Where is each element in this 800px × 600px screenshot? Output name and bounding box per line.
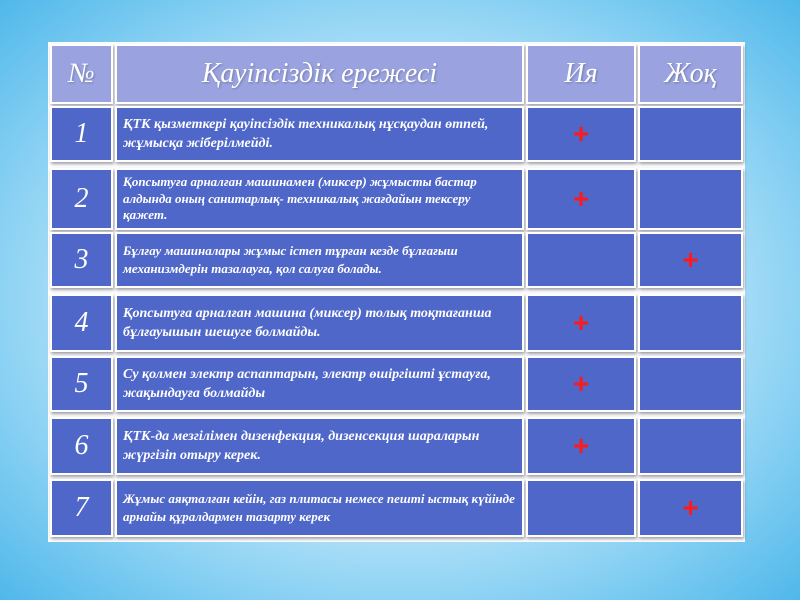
row-3-no-mark: + [682, 244, 699, 275]
header-no: Жоқ [638, 44, 743, 104]
safety-rules-table [48, 42, 745, 542]
row-7-yes-cell[interactable] [526, 479, 636, 537]
header-number: № [50, 44, 113, 104]
row-6-rule: ҚТК-да мезгілімен дизенфекция, дизенсекция шараларын жүргізіп отыру керек. [115, 417, 524, 475]
row-4-yes-mark: + [572, 307, 590, 338]
row-4-number: 4 [50, 294, 113, 352]
row-5-rule: Су қолмен электр аспаптарын, электр өшіргішті ұстауға, жақындауға болмайды [115, 356, 524, 412]
row-1-no-cell[interactable] [638, 106, 743, 162]
row-7-number: 7 [50, 479, 113, 537]
row-3-no-cell[interactable] [638, 232, 743, 288]
row-1-rule: ҚТК қызметкері қауіпсіздік техникалық нұсқаудан өтпей, жұмысқа жіберілмейді. [115, 106, 524, 162]
row-2-yes-cell[interactable] [526, 168, 636, 230]
row-3-rule: Бұлғау машиналары жұмыс істеп тұрған кезде бұлғағыш механизмдерін тазалауға, қол салуға болады. [115, 232, 524, 288]
row-4-yes-cell[interactable] [526, 294, 636, 352]
row-5-number: 5 [50, 356, 113, 412]
row-6-no-cell[interactable] [638, 417, 743, 475]
row-5-yes-mark: + [572, 368, 590, 399]
row-6-yes-mark: + [572, 430, 590, 461]
row-7-rule: Жұмыс аяқталған кейін, газ плитасы немесе пешті ыстық күйінде арнайы құралдармен тазарту керек [115, 479, 524, 537]
row-1-number: 1 [50, 106, 113, 162]
row-4-rule: Қопсытуға арналған машина (миксер) толық тоқтағанша бұлғауышын шешуге болмайды. [115, 294, 524, 352]
row-1-yes-cell[interactable] [526, 106, 636, 162]
row-3-number: 3 [50, 232, 113, 288]
row-7-no-cell[interactable] [638, 479, 743, 537]
row-2-number: 2 [50, 168, 113, 230]
header-yes: Ия [526, 44, 636, 104]
row-2-yes-mark: + [572, 183, 590, 214]
header-rule: Қауіпсіздік ережесі [115, 44, 524, 104]
row-6-number: 6 [50, 417, 113, 475]
row-2-rule: Қопсытуға арналған машинамен (миксер) жұмысты бастар алдында оның санитарлық- техникалық жағдайын тексеру қажет. [115, 168, 524, 230]
row-7-no-mark: + [682, 492, 699, 523]
row-4-no-cell[interactable] [638, 294, 743, 352]
row-3-yes-cell[interactable] [526, 232, 636, 288]
row-5-no-cell[interactable] [638, 356, 743, 412]
row-1-yes-mark: + [572, 118, 590, 149]
row-6-yes-cell[interactable] [526, 417, 636, 475]
row-5-yes-cell[interactable] [526, 356, 636, 412]
row-2-no-cell[interactable] [638, 168, 743, 230]
